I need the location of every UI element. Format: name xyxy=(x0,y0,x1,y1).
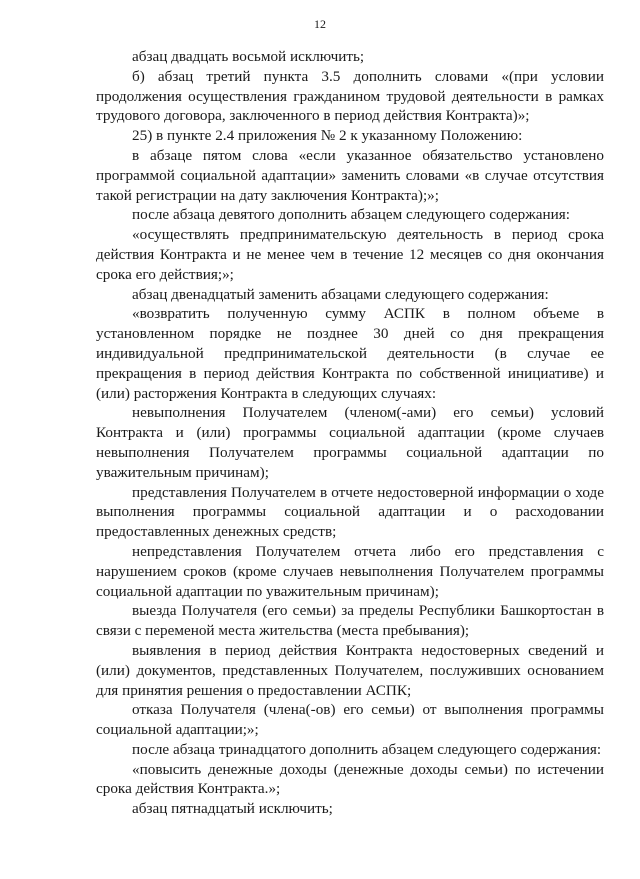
paragraph: «возвратить полученную сумму АСПК в полном объеме в установленном порядке не позднее 30 дней со дня прекращения индивидуальной предпринимательской деятельности (в случае ее прекращения в период действия Контракта по собственной инициативе) и (или) расторжения Контракта в следующих случаях: xyxy=(96,305,604,402)
page-number: 12 xyxy=(314,17,326,31)
paragraph: непредставления Получателем отчета либо его представления с нарушением сроков (кроме случаев невыполнения Получателем программы социальной адаптации по уважительным причинам); xyxy=(96,542,604,600)
paragraph: абзац двадцать восьмой исключить; xyxy=(132,48,365,65)
paragraph: невыполнения Получателем (членом(-ами) его семьи) условий Контракта и (или) программы социальной адаптации (кроме случаев невыполнения Получателем программы социальной адаптации по уважительным причинам); xyxy=(96,404,604,481)
paragraph: абзац пятнадцатый исключить; xyxy=(132,800,333,818)
paragraph: выявления в период действия Контракта недостоверных сведений и (или) документов, представленных Получателем, послуживших основанием для принятия решения о предоставлении АСПК; xyxy=(96,641,604,699)
paragraph: абзац двенадцатый заменить абзацами следующего содержания: xyxy=(132,285,549,303)
paragraph: после абзаца девятого дополнить абзацем следующего содержания: xyxy=(132,206,570,224)
paragraph: 25) в пункте 2.4 приложения № 2 к указанному Положению: xyxy=(132,127,523,145)
paragraph: б) абзац третий пункта 3.5 дополнить словами «(при условии продолжения осуществления гражданином трудовой деятельности в рамках трудового договора, заключенного в период действия Контракта)»; xyxy=(96,67,604,125)
paragraph: после абзаца тринадцатого дополнить абзацем следующего содержания: xyxy=(132,740,602,758)
paragraph: представления Получателем в отчете недостоверной информации о ходе выполнения программы социальной адаптации и о расходовании предоставленных денежных средств; xyxy=(96,483,604,541)
paragraph: «повысить денежные доходы (денежные доходы семьи) по истечении срока действия Контракта.»; xyxy=(96,760,604,798)
paragraph: отказа Получателя (члена(-ов) его семьи) от выполнения программы социальной адаптации;»; xyxy=(96,701,604,739)
paragraph: в абзаце пятом слова «если указанное обязательство установлено программой социальной адаптации» заменить словами «в случае отсутствия такой регистрации на дату заключения Контракта);»; xyxy=(96,146,604,204)
paragraph: выезда Получателя (его семьи) за пределы Республики Башкортостан в связи с переменой места жительства (места пребывания); xyxy=(96,602,604,640)
paragraph: «осуществлять предпринимательскую деятельность в период срока действия Контракта и не менее чем в течение 12 месяцев со дня окончания срока его действия;»; xyxy=(96,226,604,283)
document-body xyxy=(96,47,604,819)
